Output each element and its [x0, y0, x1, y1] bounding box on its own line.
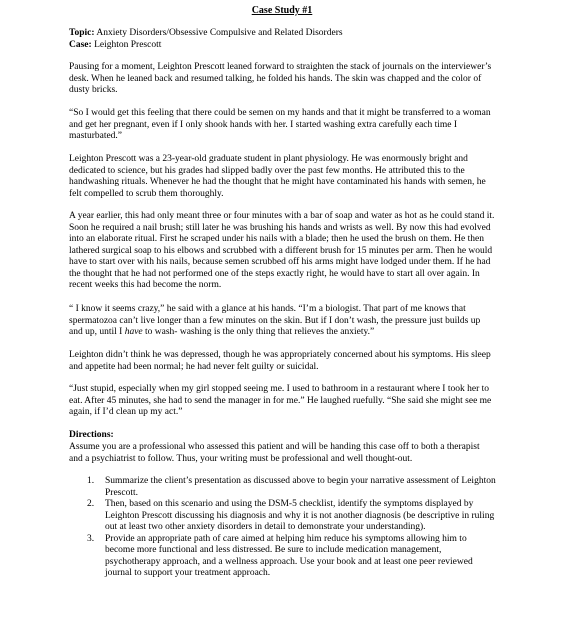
case-label: Case: [69, 39, 92, 50]
list-item-text: Then, based on this scenario and using the DSM-5 checklist, identify the symptoms displayed by Leighton Prescott discussing his diagnosis and why it is not another diagnosis (be descriptive in ruling out at least two other anxiety disorders in detail to demonstrate your understanding). [105, 499, 495, 532]
quote-before: “ I know it seems crazy,” he said with a glance at his hands. “I’m a biologist. That part of me knows that spermatozoa can’t live longer than a few minutes on the skin. But if I don’t wash, the pressure just builds up and up, until I [69, 304, 481, 337]
paragraph-opening: Pausing for a moment, Leighton Prescott leaned forward to straighten the stack of journals on the interviewer’s desk. When he leaned back and resumed talking, he folded his hands. The skin was chapped and the color of dusty bricks. [69, 62, 492, 95]
list-item-number: 3. [87, 533, 95, 544]
list-item-text: Provide an appropriate path of care aimed at helping him reduce his symptoms allowing him to become more functional and less distressed. Be sure to include medication management, psychotherapy approach, and a wellness approach. Use your book and at least one peer reviewed journal to support your treatment approach. [105, 533, 473, 578]
quote-italic: have [124, 327, 143, 337]
case-value: Leighton Prescott [91, 39, 162, 50]
list-item [87, 534, 497, 580]
topic-value: Anxiety Disorders/Obsessive Compulsive and Related Disorders [94, 28, 343, 38]
case-meta [69, 28, 495, 51]
list-item-number: 1. [87, 476, 95, 486]
paragraph-ritual: A year earlier, this had only meant three or four minutes with a bar of soap and water as hot as he could stand it. Soon he required a nail brush; still later he was brushing his hands and wrists as well. By now this had evolved into an elaborate ritual. First he scraped under his nails with a blade; then he used the brush on them. He then lathered surgical soap to his elbows and scrubbed with a different brush for 15 minutes per arm. Then he would have to start over with his nails, because semen scrubbed off his arms might have lodged under them. If he had the thought that he had not performed one of the steps exactly right, he would have to start all over again. In recent weeks this had become the norm. [69, 211, 495, 290]
quote-after: to wash- washing is the only thing that relieves the anxiety.” [142, 327, 375, 337]
directions-text: Assume you are a professional who assessed this patient and will be handing this case off to both a therapist and a psychiatrist to follow. Thus, your writing must be professional and well thought-out. [69, 442, 480, 464]
paragraph-quote-crazy [69, 304, 495, 339]
list-item [87, 476, 497, 499]
directions-heading: Directions: [69, 430, 114, 440]
document-title: Case Study #1 [251, 5, 313, 16]
list-item [87, 499, 497, 534]
paragraph-mood: Leighton didn’t think he was depressed, though he was appropriately concerned about his symptoms. His sleep and appetite had been normal; he had never felt guilty or suicidal. [69, 350, 491, 372]
list-item-number: 2. [87, 499, 95, 509]
directions-list [87, 476, 497, 580]
paragraph-girlfriend: “Just stupid, especially when my girl stopped seeing me. I used to bathroom in a restaurant where I took her to eat. After 45 minutes, she had to send the manager in for me.” He laughed ruefully. “She said she might see me again, if I’d clean up my act.” [69, 384, 492, 417]
topic-label: Topic: [69, 28, 95, 38]
topic-line [69, 28, 495, 40]
case-line [69, 40, 495, 52]
paragraph-quote-semen: “So I would get this feeling that there could be semen on my hands and that it might be transferred to a woman and get her pregnant, even if I only shook hands with her. I started washing extra carefully each time I masturbated.” [69, 108, 491, 141]
paragraph-background: Leighton Prescott was a 23-year-old graduate student in plant physiology. He was enormously bright and dedicated to science, but his grades had slipped badly over the past few months. He attributed this to the handwashing rituals. Whenever he had the thought that he might have contaminated his hands with semen, he felt compelled to scrub them thoroughly. [69, 154, 486, 199]
list-item-text: Summarize the client’s presentation as discussed above to begin your narrative assessment of Leighton Prescott. [105, 476, 496, 498]
